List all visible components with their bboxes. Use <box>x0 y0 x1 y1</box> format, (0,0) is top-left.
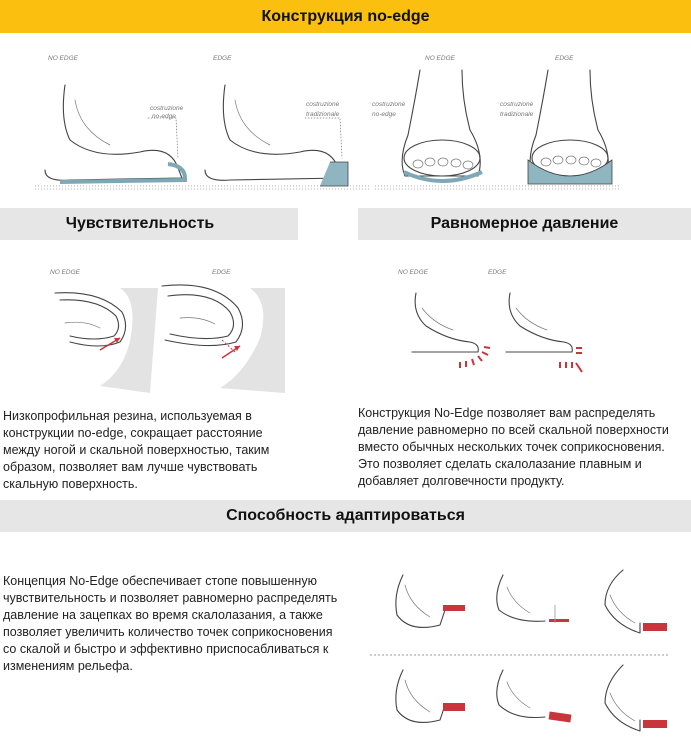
diagram-label-no-edge-2: NO EDGE <box>425 55 455 62</box>
diagram-label-edge-3: EDGE <box>212 269 231 276</box>
label-costruzione-3: costruzione <box>372 101 406 108</box>
illustration-construction-row <box>0 40 691 200</box>
label-costruzione-4: costruzione <box>500 101 534 108</box>
foot-adapt-3 <box>605 570 667 633</box>
label-tradizionale-1: tradizionale <box>306 111 340 118</box>
illustration-adaptability <box>385 565 685 745</box>
ground-hatch <box>35 186 620 189</box>
foot-adapt-6 <box>605 665 667 731</box>
diagram-label-no-edge-4: NO EDGE <box>398 269 428 276</box>
foot-detail-no-edge <box>55 288 158 393</box>
label-costruzione-1: costruzione <box>150 105 184 112</box>
adaptability-description: Концепция No-Edge обеспечивает стопе повышенную чувствительность и позволяет равномерно распределять давление на зацепках во время скалолазания, а также позволяет увеличить количество точек соприкосновения со скалой и быстро и эффективно приспосабливаться к изменениям рельефа. <box>3 574 338 673</box>
foot-adapt-5 <box>497 670 572 722</box>
foot-side-traditional <box>205 85 348 186</box>
diagram-label-edge-4: EDGE <box>488 269 507 276</box>
illustration-sensitivity <box>40 268 300 398</box>
sensitivity-description: Низкопрофильная резина, используемая в конструкции no-edge, сокращает расстояние между ногой и скальной поверхностью, таким образом, позволяет вам лучше чувствовать скальную поверхность. <box>3 409 270 491</box>
foot-detail-edge <box>162 285 285 393</box>
diagram-label-edge-1: EDGE <box>213 55 232 62</box>
section-title-sensitivity: Чувствительность <box>65 215 215 232</box>
illustration-pressure <box>398 268 598 378</box>
foot-front-traditional <box>500 70 612 184</box>
foot-pressure-no-edge <box>412 293 490 368</box>
label-no-edge-2: no-edge <box>372 111 396 118</box>
foot-front-no-edge <box>372 70 482 181</box>
foot-adapt-4 <box>396 670 465 722</box>
foot-adapt-2 <box>497 575 569 623</box>
section-title-adaptability: Способность адаптироваться <box>226 507 465 524</box>
label-no-edge-1: no-edge <box>152 113 176 120</box>
foot-side-no-edge <box>45 85 185 182</box>
section-title-pressure: Равномерное давление <box>430 215 619 232</box>
diagram-label-no-edge-1: NO EDGE <box>48 55 78 62</box>
diagram-label-no-edge-3: NO EDGE <box>50 269 80 276</box>
diagram-label-edge-2: EDGE <box>555 55 574 62</box>
label-tradizionale-2: tradizionale <box>500 111 534 118</box>
foot-pressure-edge <box>506 293 582 372</box>
section-title-construction: Конструкция no-edge <box>261 8 430 25</box>
label-costruzione-2: costruzione <box>306 101 340 108</box>
foot-adapt-1 <box>396 575 465 627</box>
pressure-description: Конструкция No-Edge позволяет вам распределять давление равномерно по всей скальной поверхности вместо обычных нескольких точек соприкосновения. Это позволяет сделать скалолазание плавным и добавляет долговечности продукту. <box>358 406 669 488</box>
